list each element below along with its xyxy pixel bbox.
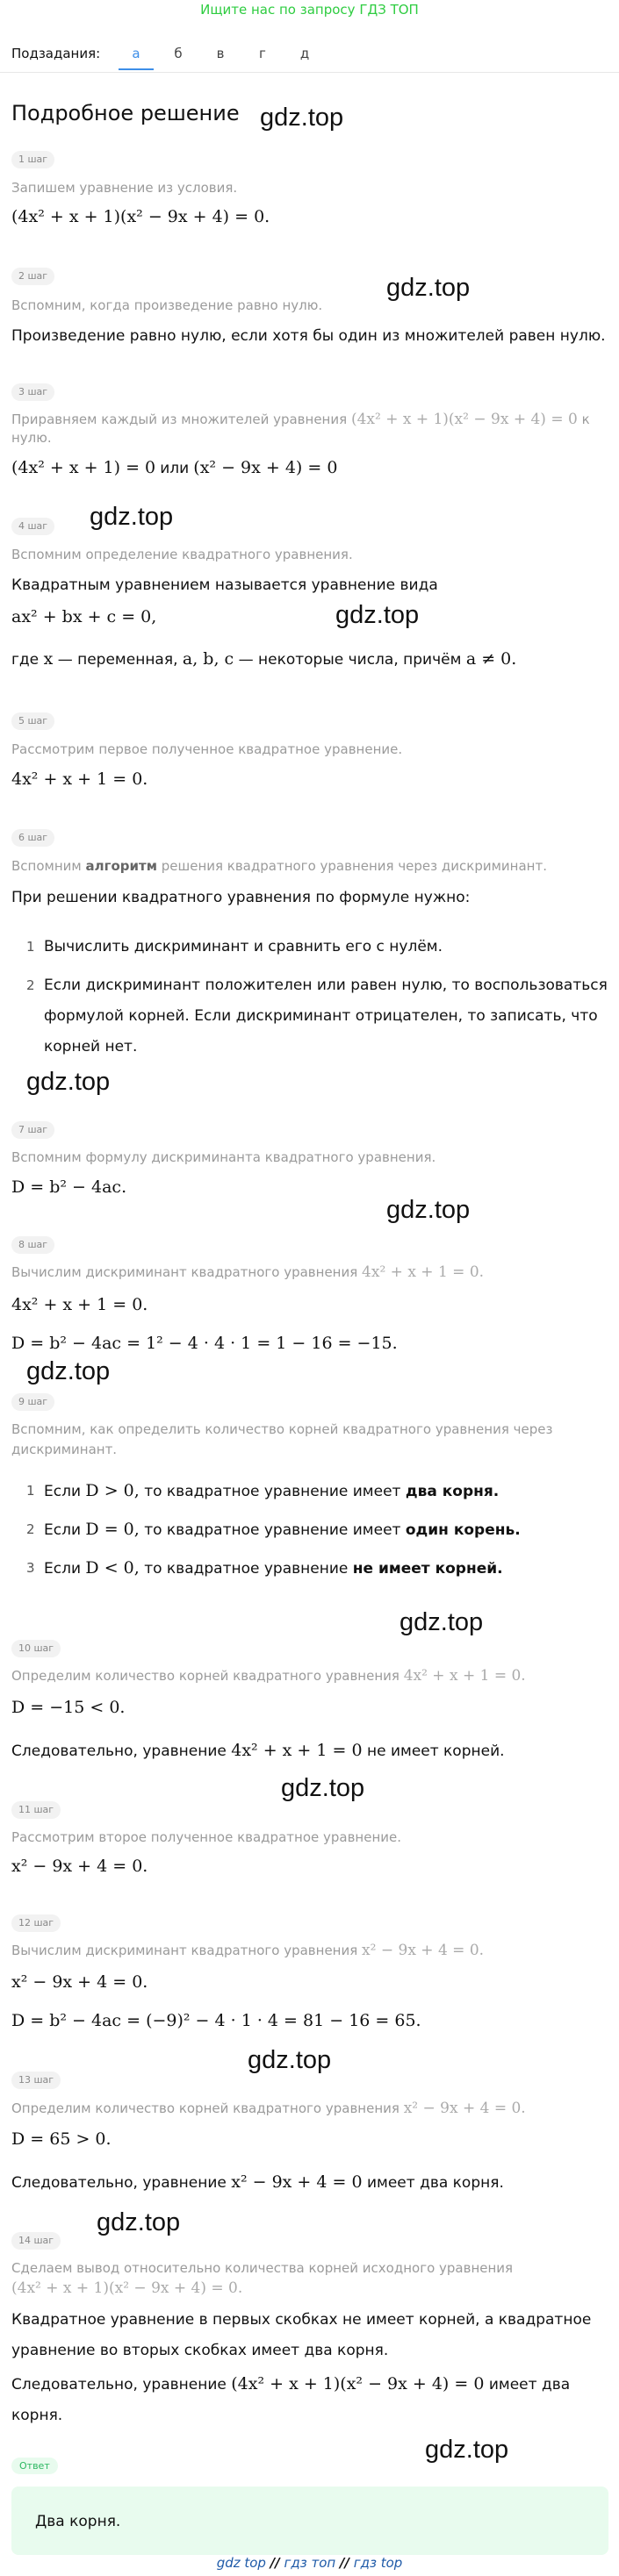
step-text: корня. — [11, 2407, 63, 2424]
ann-math: x² − 9x + 4 = 0. — [403, 2100, 526, 2117]
step-annotation — [11, 858, 547, 874]
text-part: — переменная, — [57, 651, 178, 669]
text-part: Если — [44, 1521, 82, 1539]
math-part: D < 0, — [85, 1558, 140, 1578]
tab-v[interactable]: в — [216, 46, 225, 61]
text-part: Следовательно, уравнение — [11, 2174, 227, 2192]
step-text — [11, 649, 516, 669]
list-item — [44, 1558, 503, 1578]
step-text — [11, 2374, 570, 2394]
equation: ax² + bx + c = 0, — [11, 607, 157, 626]
step-chip: 8 шаг — [11, 1236, 54, 1254]
list-item — [44, 1481, 499, 1501]
text-part: где — [11, 651, 40, 669]
ann-text: Вспомним — [11, 858, 82, 874]
list-number: 1 — [26, 939, 35, 955]
step-chip: 7 шаг — [11, 1121, 54, 1139]
step-annotation: Рассмотрим второе полученное квадратное уравнение. — [11, 1829, 402, 1845]
equation: (4x² + x + 1)(x² − 9x + 4) = 0. — [11, 207, 270, 226]
step-chip: 13 шаг — [11, 2072, 61, 2089]
equation: 4x² + x + 1 = 0. — [11, 769, 148, 789]
step-text: Квадратным уравнением называется уравнение вида — [11, 576, 438, 594]
watermark: gdz.top — [281, 1774, 365, 1802]
text-part: то квадратное уравнение имеет — [144, 1483, 401, 1500]
answer-text: Два корня. — [35, 2513, 121, 2530]
equation: D = b² − 4ac = (−9)² − 4 · 1 · 4 = 81 − 16 = 65. — [11, 2011, 421, 2030]
watermark: gdz.top — [97, 2208, 181, 2236]
ann-text: к — [581, 411, 590, 427]
tab-b[interactable]: б — [174, 46, 183, 61]
step-chip: 11 шаг — [11, 1801, 61, 1819]
step-text: При решении квадратного уравнения по формуле нужно: — [11, 889, 471, 906]
bold-part: не имеет корней. — [352, 1560, 503, 1578]
math-part: D = 0, — [85, 1520, 140, 1539]
step-chip: 4 шаг — [11, 518, 54, 535]
footer-link[interactable]: gdz top — [216, 2555, 266, 2571]
step-text: уравнение во вторых скобках имеет два корня. — [11, 2342, 389, 2359]
step-annotation: Рассмотрим первое полученное квадратное уравнение. — [11, 741, 403, 757]
step-chip: 9 шаг — [11, 1393, 54, 1411]
watermark: gdz.top — [335, 601, 420, 629]
step-annotation — [11, 411, 590, 428]
equation: (4x² + x + 1) = 0 — [11, 458, 156, 477]
ann-text: решения квадратного уравнения через дискриминант. — [161, 858, 547, 874]
text-part: Следовательно, уравнение — [11, 2376, 227, 2394]
math-part: a, b, c — [182, 649, 234, 669]
step-annotation: Вспомним, когда произведение равно нулю. — [11, 297, 323, 313]
step-annotation: Запишем уравнение из условия. — [11, 180, 238, 196]
footer-link[interactable]: гдз топ — [284, 2555, 336, 2571]
equation: D = −15 < 0. — [11, 1698, 126, 1717]
math-part: (4x² + x + 1)(x² − 9x + 4) = 0 — [231, 2374, 485, 2394]
step-chip: 12 шаг — [11, 1914, 61, 1932]
ann-math: (4x² + x + 1)(x² − 9x + 4) = 0. — [11, 2279, 243, 2297]
page-title: Подробное решение — [11, 101, 240, 125]
bold-part: два корня. — [405, 1483, 500, 1500]
footer-links — [0, 2555, 619, 2571]
ann-text: Определим количество корней квадратного уравнения — [11, 1668, 399, 1684]
step-chip: 3 шаг — [11, 383, 54, 401]
watermark: gdz.top — [260, 104, 344, 132]
list-item: формулой корней. Если дискриминант отрицателен, то записать, что — [44, 1007, 598, 1025]
equation: D = b² − 4ac. — [11, 1177, 127, 1197]
step-annotation — [11, 1667, 526, 1685]
ann-text: Определим количество корней квадратного уравнения — [11, 2100, 399, 2116]
list-number: 3 — [26, 1560, 35, 1576]
equation: D = b² − 4ac = 1² − 4 · 4 · 1 = 1 − 16 = −15. — [11, 1334, 398, 1353]
equation: D = 65 > 0. — [11, 2129, 112, 2149]
equation: x² − 9x + 4 = 0. — [11, 1857, 148, 1876]
text-part: имеет два корня. — [366, 2174, 504, 2192]
step-chip: 14 шаг — [11, 2232, 61, 2250]
text-part: Если — [44, 1483, 82, 1500]
list-item — [44, 1520, 521, 1540]
step-chip: 6 шаг — [11, 829, 54, 847]
step-text: Произведение равно нулю, если хотя бы один из множителей равен нулю. — [11, 327, 606, 345]
equation-line — [11, 458, 337, 478]
ann-bold: алгоритм — [85, 858, 157, 874]
subtasks-bar — [11, 39, 619, 72]
math-part: 4x² + x + 1 = 0 — [231, 1741, 363, 1760]
step-text — [11, 1741, 505, 1761]
step-annotation — [11, 2100, 526, 2117]
ann-math: 4x² + x + 1 = 0. — [362, 1263, 485, 1281]
watermark: gdz.top — [248, 2046, 332, 2074]
list-item: Вычислить дискриминант и сравнить его с нулём. — [44, 938, 443, 955]
footer-link[interactable]: гдз top — [353, 2555, 403, 2571]
text-part: то квадратное уравнение — [144, 1560, 349, 1578]
text-part: Если — [44, 1560, 82, 1578]
equation: x² − 9x + 4 = 0. — [11, 1972, 148, 1992]
step-chip: 10 шаг — [11, 1640, 61, 1657]
subtasks-label: Подзадания: — [11, 46, 101, 61]
list-number: 2 — [26, 1521, 35, 1537]
ann-text: Вычислим дискриминант квадратного уравнения — [11, 1943, 358, 1958]
text-part: — некоторые числа, причём — [238, 651, 462, 669]
step-chip: 5 шаг — [11, 712, 54, 730]
step-annotation: Вспомним определение квадратного уравнения. — [11, 547, 353, 562]
text-part: имеет два — [488, 2376, 571, 2394]
ann-text: Вычислим дискриминант квадратного уравнения — [11, 1264, 358, 1280]
footer-sep: // — [339, 2555, 349, 2571]
tab-g[interactable]: г — [259, 46, 266, 61]
text-part: то квадратное уравнение имеет — [144, 1521, 401, 1539]
watermark: gdz.top — [26, 1357, 111, 1385]
or-word: или — [160, 460, 190, 477]
divider — [0, 72, 619, 73]
list-number: 2 — [26, 977, 35, 993]
step-text: Квадратное уравнение в первых скобках не имеет корней, а квадратное — [11, 2311, 592, 2329]
watermark: gdz.top — [26, 1068, 111, 1096]
watermark: gdz.top — [425, 2436, 509, 2464]
equation: (x² − 9x + 4) = 0 — [193, 458, 338, 477]
text-part: Следовательно, уравнение — [11, 1742, 227, 1760]
answer-chip: Ответ — [11, 2458, 58, 2474]
step-annotation: нулю. — [11, 430, 52, 446]
math-part: x² − 9x + 4 = 0 — [231, 2172, 363, 2192]
step-chip: 2 шаг — [11, 268, 54, 285]
ann-math: (4x² + x + 1)(x² − 9x + 4) = 0 — [350, 411, 578, 428]
math-part: x — [43, 649, 54, 669]
ann-math: 4x² + x + 1 = 0. — [403, 1667, 526, 1685]
tab-d[interactable]: д — [299, 46, 310, 61]
footer-sep: // — [270, 2555, 280, 2571]
watermark: gdz.top — [90, 503, 174, 531]
watermark: gdz.top — [386, 1196, 471, 1224]
search-banner[interactable]: Ищите нас по запросу ГДЗ ТОП — [200, 2, 419, 18]
math-part: a ≠ 0. — [465, 649, 517, 669]
text-part: не имеет корней. — [366, 1742, 505, 1760]
ann-math: x² − 9x + 4 = 0. — [362, 1942, 485, 1959]
step-annotation — [11, 1942, 484, 1959]
list-item: корней нет. — [44, 1038, 138, 1055]
bold-part: один корень. — [405, 1521, 521, 1539]
step-annotation — [11, 1263, 484, 1281]
list-number: 1 — [26, 1483, 35, 1499]
step-annotation: Вспомним формулу дискриминанта квадратного уравнения. — [11, 1149, 436, 1165]
watermark: gdz.top — [386, 274, 471, 302]
watermark: gdz.top — [399, 1608, 484, 1636]
math-part: D > 0, — [85, 1481, 140, 1500]
ann-text: Приравняем каждый из множителей уравнения — [11, 411, 348, 427]
step-text — [11, 2172, 504, 2193]
list-item: Если дискриминант положителен или равен нулю, то воспользоваться — [44, 977, 608, 994]
step-annotation: Вспомним, как определить количество корней квадратного уравнения через — [11, 1421, 553, 1437]
step-annotation: дискриминант. — [11, 1442, 118, 1457]
tab-a[interactable]: а — [119, 39, 154, 70]
step-chip: 1 шаг — [11, 151, 54, 168]
step-annotation: Сделаем вывод относительно количества корней исходного уравнения — [11, 2260, 514, 2276]
equation: 4x² + x + 1 = 0. — [11, 1295, 148, 1314]
